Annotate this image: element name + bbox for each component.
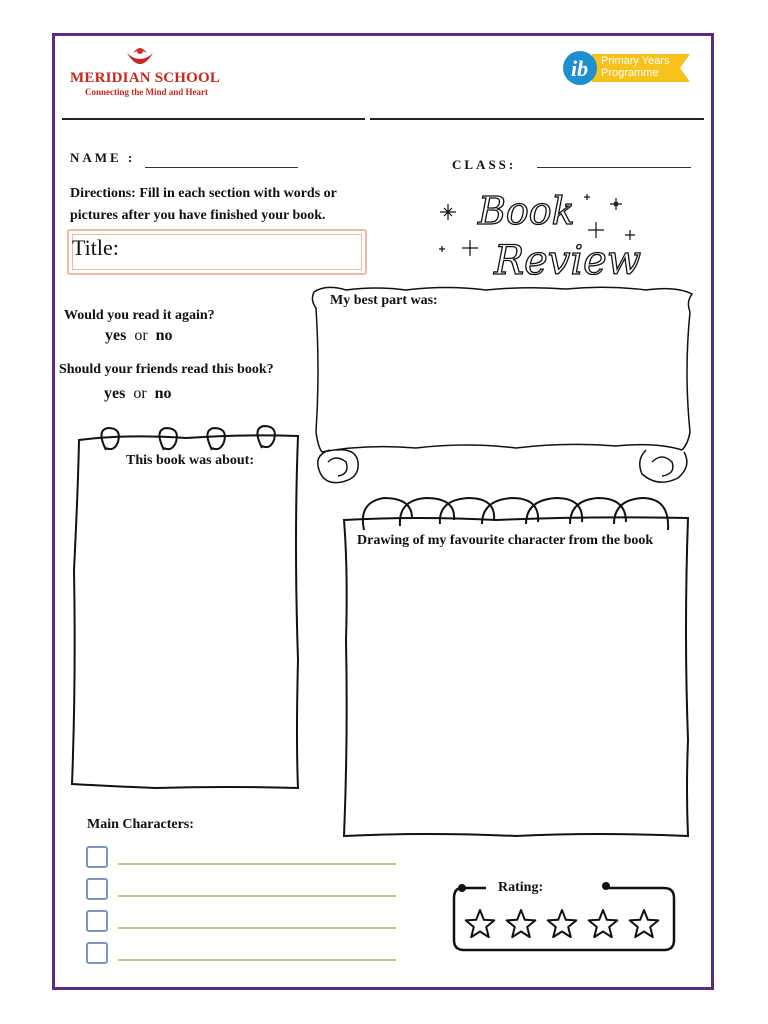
character-line[interactable] [118, 959, 396, 961]
name-field[interactable] [145, 167, 298, 168]
yes-no-choice-2[interactable] [104, 385, 172, 403]
book-about-label: This book was about: [126, 453, 254, 468]
character-row[interactable] [86, 846, 396, 872]
no-option[interactable]: no [155, 327, 173, 344]
checkbox[interactable] [86, 846, 108, 868]
book-review-heading [430, 182, 650, 282]
ib-line-1: Primary Years [601, 55, 670, 67]
school-name: MERIDIAN SCHOOL [70, 70, 221, 86]
heading-line-2: Review [494, 238, 642, 282]
rating-label: Rating: [498, 880, 544, 895]
school-logo-icon [125, 45, 155, 71]
best-part-scroll[interactable] [306, 282, 698, 494]
name-label: NAME : [70, 150, 136, 165]
rating-box [446, 878, 681, 956]
star-icon[interactable] [589, 910, 618, 937]
character-row[interactable] [86, 878, 396, 904]
header-divider-right [370, 118, 704, 120]
or-text: or [133, 385, 147, 402]
character-row[interactable] [86, 910, 396, 936]
star-icon[interactable] [507, 910, 536, 937]
class-field[interactable] [537, 167, 691, 168]
ib-letters: ib [571, 56, 589, 81]
checkbox[interactable] [86, 878, 108, 900]
star-icon[interactable] [466, 910, 495, 937]
best-part-label: My best part was: [330, 293, 438, 308]
favourite-character-label: Drawing of my favourite character from the book [357, 533, 654, 548]
heading-line-1: Book [478, 189, 575, 233]
no-option[interactable]: no [154, 385, 172, 402]
star-icon[interactable] [630, 910, 659, 937]
yes-option[interactable]: yes [105, 327, 127, 344]
rating-dot-right [602, 882, 610, 890]
ib-programme-text [601, 55, 669, 79]
question-read-again: Would you read it again? [64, 308, 215, 323]
checkbox[interactable] [86, 942, 108, 964]
directions-text: Directions: Fill in each section with words or pictures after you have finished your book. [70, 186, 337, 223]
rating-stars [466, 910, 659, 937]
character-line[interactable] [118, 863, 396, 865]
title-label: Title: [72, 235, 119, 260]
yes-option[interactable]: yes [104, 385, 126, 402]
school-tagline: Connecting the Mind and Heart [85, 87, 209, 97]
rating-dot-left [458, 884, 466, 892]
ib-line-2: Programme [601, 67, 659, 79]
book-about-notepad[interactable] [66, 420, 306, 792]
class-label: CLASS: [452, 157, 517, 172]
question-friends-read: Should your friends read this book? [59, 362, 274, 377]
character-row[interactable] [86, 942, 396, 968]
checkbox[interactable] [86, 910, 108, 932]
star-icon[interactable] [548, 910, 577, 937]
character-line[interactable] [118, 895, 396, 897]
yes-no-choice-1[interactable] [105, 327, 173, 345]
header-divider-left [62, 118, 365, 120]
character-line[interactable] [118, 927, 396, 929]
main-characters-label: Main Characters: [87, 817, 194, 832]
or-text: or [134, 327, 148, 344]
